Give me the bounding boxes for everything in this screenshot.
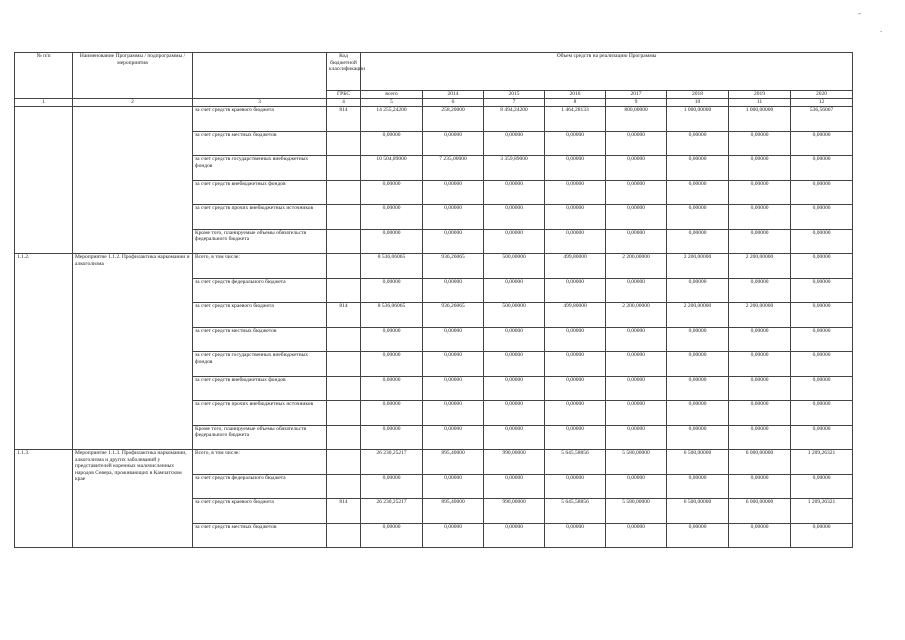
funding-source: за счет средств прочих внебюджетных источников [193,205,327,230]
amount-year: 0,00000 [545,352,606,377]
amount-year: 0,00000 [423,327,484,352]
amount-year: 0,00000 [729,401,791,426]
amount-year: 0,00000 [791,254,853,279]
amount-year: 0,00000 [729,376,791,401]
amount-year: 0,00000 [667,131,729,156]
amount-year: 0,00000 [484,401,545,426]
subheader-year: 2016 [545,91,606,99]
funding-source: за счет средств государственных внебюджетных фондов [193,156,327,181]
amount-year: 1 000,00000 [667,107,729,132]
amount-year: 2 200,00000 [606,303,667,328]
grbs-code [327,352,361,377]
grbs-code [327,156,361,181]
grbs-code [327,401,361,426]
amount-year: 0,00000 [791,523,853,548]
table-row [15,450,853,475]
corner-mark-side: . [880,24,883,34]
amount-year: 0,00000 [791,278,853,303]
grbs-code [327,205,361,230]
amount-year: 0,00000 [729,229,791,254]
amount-year: 0,00000 [791,180,853,205]
grbs-code [327,180,361,205]
program-funding-table [14,52,853,548]
amount-year: 0,00000 [791,327,853,352]
funding-source: Всего, в том числе: [193,450,327,475]
amount-year: 0,00000 [667,523,729,548]
column-number: 3 [193,99,327,107]
column-number: 6 [423,99,484,107]
amount-year: 0,00000 [484,131,545,156]
amount-year: 0,00000 [729,180,791,205]
amount-year: 0,00000 [606,278,667,303]
grbs-code [327,229,361,254]
amount-year: 0,00000 [484,376,545,401]
amount-year: 0,00000 [729,156,791,181]
amount-year: 6 000,00000 [729,450,791,475]
amount-year: 0,00000 [791,401,853,426]
amount-year: 0,00000 [667,352,729,377]
column-number: 11 [729,99,791,107]
activity-name: Мероприятие 1.1.2. Профилактика наркомании и алкоголизма [73,254,193,450]
amount-year: 0,00000 [606,401,667,426]
amount-year: 500,00000 [484,254,545,279]
grbs-code [327,254,361,279]
column-number-row [15,99,853,107]
amount-year: 0,00000 [423,376,484,401]
column-number: 10 [667,99,729,107]
amount-year: 499,80000 [545,303,606,328]
amount-total: 8 536,06065 [361,303,423,328]
amount-year: 0,00000 [667,401,729,426]
amount-year: 0,00000 [484,425,545,450]
amount-year: 0,00000 [667,376,729,401]
amount-year: 0,00000 [484,523,545,548]
amount-total: 0,00000 [361,376,423,401]
amount-year: 0,00000 [545,327,606,352]
amount-year: 0,00000 [423,229,484,254]
amount-year: 0,00000 [606,474,667,499]
amount-year: 0,00000 [791,376,853,401]
amount-year: 895,40000 [423,499,484,524]
amount-year: 895,40000 [423,450,484,475]
funding-source: за счет средств местных бюджетов [193,523,327,548]
amount-year: 0,00000 [423,180,484,205]
amount-year: 7 235,00000 [423,156,484,181]
amount-year: 258,20000 [423,107,484,132]
amount-year: 0,00000 [545,523,606,548]
grbs-code [327,425,361,450]
amount-year: 0,00000 [545,156,606,181]
amount-year: 2 200,00000 [667,303,729,328]
grbs-code: 814 [327,303,361,328]
amount-year: 0,00000 [606,425,667,450]
column-number: 9 [606,99,667,107]
amount-year: 0,00000 [606,180,667,205]
amount-year: 0,00000 [423,205,484,230]
subheader-year: 2015 [484,91,545,99]
amount-year: 2 200,00000 [729,254,791,279]
amount-year: 800,00000 [606,107,667,132]
grbs-code [327,474,361,499]
grbs-code [327,131,361,156]
activity-name [73,107,193,254]
amount-year: 0,00000 [545,229,606,254]
amount-year: 0,00000 [791,229,853,254]
amount-year: 1 209,26321 [791,450,853,475]
amount-year: 1 464,28133 [545,107,606,132]
amount-year: 0,00000 [423,523,484,548]
amount-total: 0,00000 [361,352,423,377]
grbs-code [327,376,361,401]
amount-year: 0,00000 [667,278,729,303]
funding-source: за счет средств внебюджетных фондов [193,180,327,205]
subheader-year: 2014 [423,91,484,99]
header-name: Наименование Программы / подпрограммы / мероприятия [73,53,193,99]
amount-year: 936,26065 [423,303,484,328]
grbs-code: 814 [327,107,361,132]
amount-year: 0,00000 [729,205,791,230]
amount-total: 0,00000 [361,205,423,230]
grbs-code [327,450,361,475]
amount-total: 0,00000 [361,327,423,352]
column-number: 12 [791,99,853,107]
amount-year: 0,00000 [791,156,853,181]
amount-year: 0,00000 [606,156,667,181]
amount-total: 26 230,25217 [361,499,423,524]
amount-total: 0,00000 [361,180,423,205]
amount-year: 0,00000 [791,205,853,230]
amount-year: 0,00000 [484,278,545,303]
funding-source: за счет средств краевого бюджета [193,107,327,132]
amount-year: 5 580,00000 [606,499,667,524]
grbs-code [327,278,361,303]
funding-source: за счет средств внебюджетных фондов [193,376,327,401]
amount-year: 3 359,89000 [484,156,545,181]
amount-total: 8 536,06065 [361,254,423,279]
column-number: 4 [327,99,361,107]
amount-year: 0,00000 [545,131,606,156]
subheader-grbs: ГРБС [327,91,361,99]
amount-year: 0,00000 [606,205,667,230]
amount-year: 0,00000 [729,278,791,303]
amount-year: 0,00000 [484,352,545,377]
amount-year: 0,00000 [791,131,853,156]
amount-year: 0,00000 [606,327,667,352]
amount-year: 0,00000 [545,474,606,499]
funding-source: за счет средств местных бюджетов [193,131,327,156]
column-number: 7 [484,99,545,107]
amount-total: 0,00000 [361,131,423,156]
amount-year: 0,00000 [667,229,729,254]
amount-year: 990,00000 [484,450,545,475]
funding-source: Кроме того, планируемые объемы обязательств федерального бюджета [193,229,327,254]
funding-source: за счет средств краевого бюджета [193,499,327,524]
amount-total: 0,00000 [361,278,423,303]
amount-year: 0,00000 [545,180,606,205]
amount-year: 0,00000 [667,425,729,450]
amount-year: 990,00000 [484,499,545,524]
amount-year: 0,00000 [606,131,667,156]
amount-year: 0,00000 [423,401,484,426]
activity-name: Мероприятие 1.1.3. Профилактика наркомании, алкоголизма и других заболеваний у представителей коренных малочисленных народов Севера, проживающих в Камчатском крае [73,450,193,548]
amount-year: 0,00000 [423,131,484,156]
amount-year: 2 200,00000 [606,254,667,279]
header-volume: Объем средств на реализацию Программы [361,53,853,91]
table-row [15,107,853,132]
amount-year: 6 500,00000 [667,450,729,475]
amount-year: 0,00000 [791,352,853,377]
activity-number: 1.1.2. [15,254,73,450]
amount-year: 0,00000 [545,401,606,426]
amount-total: 0,00000 [361,474,423,499]
funding-source: за счет средств федерального бюджета [193,278,327,303]
subheader-year: 2017 [606,91,667,99]
amount-year: 0,00000 [729,352,791,377]
amount-year: 0,00000 [729,474,791,499]
amount-year: 0,00000 [791,303,853,328]
header-row [15,53,853,91]
amount-total: 10 504,89000 [361,156,423,181]
amount-year: 0,00000 [667,180,729,205]
amount-total: 0,00000 [361,425,423,450]
amount-total: 0,00000 [361,229,423,254]
amount-year: 500,00000 [484,303,545,328]
amount-year: 0,00000 [791,474,853,499]
amount-year: 0,00000 [606,523,667,548]
amount-year: 5 580,00000 [606,450,667,475]
grbs-code [327,523,361,548]
amount-total: 0,00000 [361,523,423,548]
amount-year: 0,00000 [667,156,729,181]
amount-total: 0,00000 [361,401,423,426]
amount-year: 0,00000 [729,523,791,548]
column-number: 8 [545,99,606,107]
amount-year: 0,00000 [729,131,791,156]
amount-year: 0,00000 [606,352,667,377]
amount-year: 0,00000 [484,327,545,352]
subheader-year: всего [361,91,423,99]
amount-year: 1 209,26321 [791,499,853,524]
header-num: № п/п [15,53,73,99]
subheader-year: 2018 [667,91,729,99]
amount-year: 0,00000 [423,425,484,450]
amount-year: 0,00000 [484,180,545,205]
amount-year: 536,56067 [791,107,853,132]
activity-number: 1.1.3. [15,450,73,548]
funding-source: за счет средств прочих внебюджетных источников [193,401,327,426]
funding-source: Кроме того, планируемые объемы обязательств федерального бюджета [193,425,327,450]
funding-source: за счет средств государственных внебюджетных фондов [193,352,327,377]
amount-year: 0,00000 [606,376,667,401]
amount-year: 0,00000 [545,205,606,230]
amount-year: 0,00000 [791,425,853,450]
amount-year: 6 500,00000 [667,499,729,524]
amount-year: 0,00000 [545,376,606,401]
amount-year: 0,00000 [667,327,729,352]
amount-year: 0,00000 [545,278,606,303]
amount-year: 0,00000 [484,205,545,230]
amount-year: 0,00000 [606,229,667,254]
funding-source: Всего, в том числе: [193,254,327,279]
amount-year: 2 200,00000 [667,254,729,279]
amount-year: 0,00000 [729,327,791,352]
funding-source: за счет средств местных бюджетов [193,327,327,352]
header-code: Код бюджетной классификации [327,53,361,91]
amount-year: 0,00000 [729,425,791,450]
table-row [15,254,853,279]
column-number: 1 [15,99,73,107]
amount-total: 14 255,24200 [361,107,423,132]
column-number: 2 [73,99,193,107]
grbs-code [327,327,361,352]
amount-year: 0,00000 [545,425,606,450]
funding-source: за счет средств федерального бюджета [193,474,327,499]
amount-year: 499,80000 [545,254,606,279]
amount-year: 0,00000 [484,474,545,499]
amount-year: 5 645,58856 [545,450,606,475]
amount-year: 0,00000 [423,352,484,377]
column-number: 5 [361,99,423,107]
corner-mark-top: - [858,8,861,18]
amount-year: 5 645,58856 [545,499,606,524]
amount-year: 0,00000 [484,229,545,254]
amount-year: 0,00000 [667,205,729,230]
subheader-year: 2019 [729,91,791,99]
amount-year: 0,00000 [423,474,484,499]
amount-year: 6 000,00000 [729,499,791,524]
amount-total: 26 230,25217 [361,450,423,475]
amount-year: 2 200,00000 [729,303,791,328]
amount-year: 0,00000 [667,474,729,499]
header-name-extra [193,53,327,99]
activity-number [15,107,73,254]
amount-year: 1 000,00000 [729,107,791,132]
amount-year: 936,26065 [423,254,484,279]
subheader-year: 2020 [791,91,853,99]
funding-source: за счет средств краевого бюджета [193,303,327,328]
amount-year: 8 494,24200 [484,107,545,132]
grbs-code: 814 [327,499,361,524]
amount-year: 0,00000 [423,278,484,303]
